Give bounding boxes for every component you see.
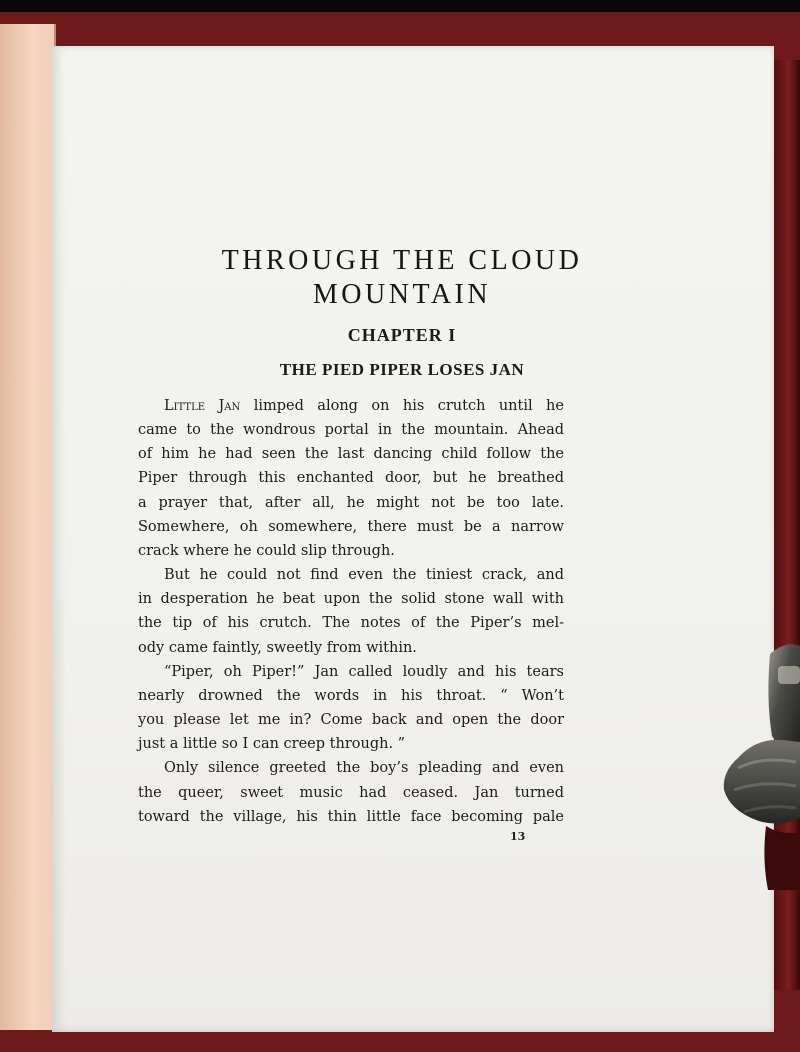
text-line: “Piper, oh Piper!” Jan called loudly and his tears xyxy=(164,663,564,680)
chapter-title: THE PIED PIPER LOSES JAN xyxy=(279,360,525,379)
opening-small-caps: Little Jan xyxy=(164,398,241,414)
text-line: nearly drowned the words in his throat. “ Won’t xyxy=(138,687,564,704)
text-line: of him he had seen the last dancing child follow the xyxy=(138,446,564,463)
text-line: a prayer that, after all, he might not be too late. xyxy=(138,494,564,511)
book-title-line-1: THROUGH THE CLOUD xyxy=(221,245,583,276)
text-line xyxy=(138,394,564,418)
text-line: Piper through this enchanted door, but he breathed xyxy=(138,470,564,487)
text-line: the tip of his crutch. The notes of the Piper’s mel- xyxy=(138,615,564,632)
text-line: crack where he could slip through. xyxy=(138,542,395,559)
endpaper-left xyxy=(0,24,56,1030)
text-line: Somewhere, oh somewhere, there must be a narrow xyxy=(138,518,564,535)
text-line: ody came faintly, sweetly from within. xyxy=(138,639,417,656)
text-line: came to the wondrous portal in the mountain. Ahead xyxy=(138,422,564,439)
book-title-line-2: MOUNTAIN xyxy=(312,279,492,310)
chapter-heading: CHAPTER I xyxy=(347,325,457,345)
text-line-content: limped along on his crutch until he xyxy=(240,398,564,414)
text-line: But he could not find even the tiniest crack, and xyxy=(164,567,564,584)
metal-clasp-icon xyxy=(716,640,800,890)
chapter-text xyxy=(138,394,564,829)
text-line: you please let me in? Come back and open the door xyxy=(138,712,564,729)
text-line: toward the village, his thin little face becoming pale xyxy=(138,808,564,825)
text-line: in desperation he beat upon the solid stone wall with xyxy=(138,591,564,608)
book-page xyxy=(52,46,774,1032)
book-title xyxy=(136,244,668,312)
page-number: 13 xyxy=(510,830,526,843)
text-line: just a little so I can creep through. ” xyxy=(138,736,406,753)
text-line: Only silence greeted the boy’s pleading and even xyxy=(164,760,564,777)
text-line: the queer, sweet music had ceased. Jan turned xyxy=(138,784,564,801)
